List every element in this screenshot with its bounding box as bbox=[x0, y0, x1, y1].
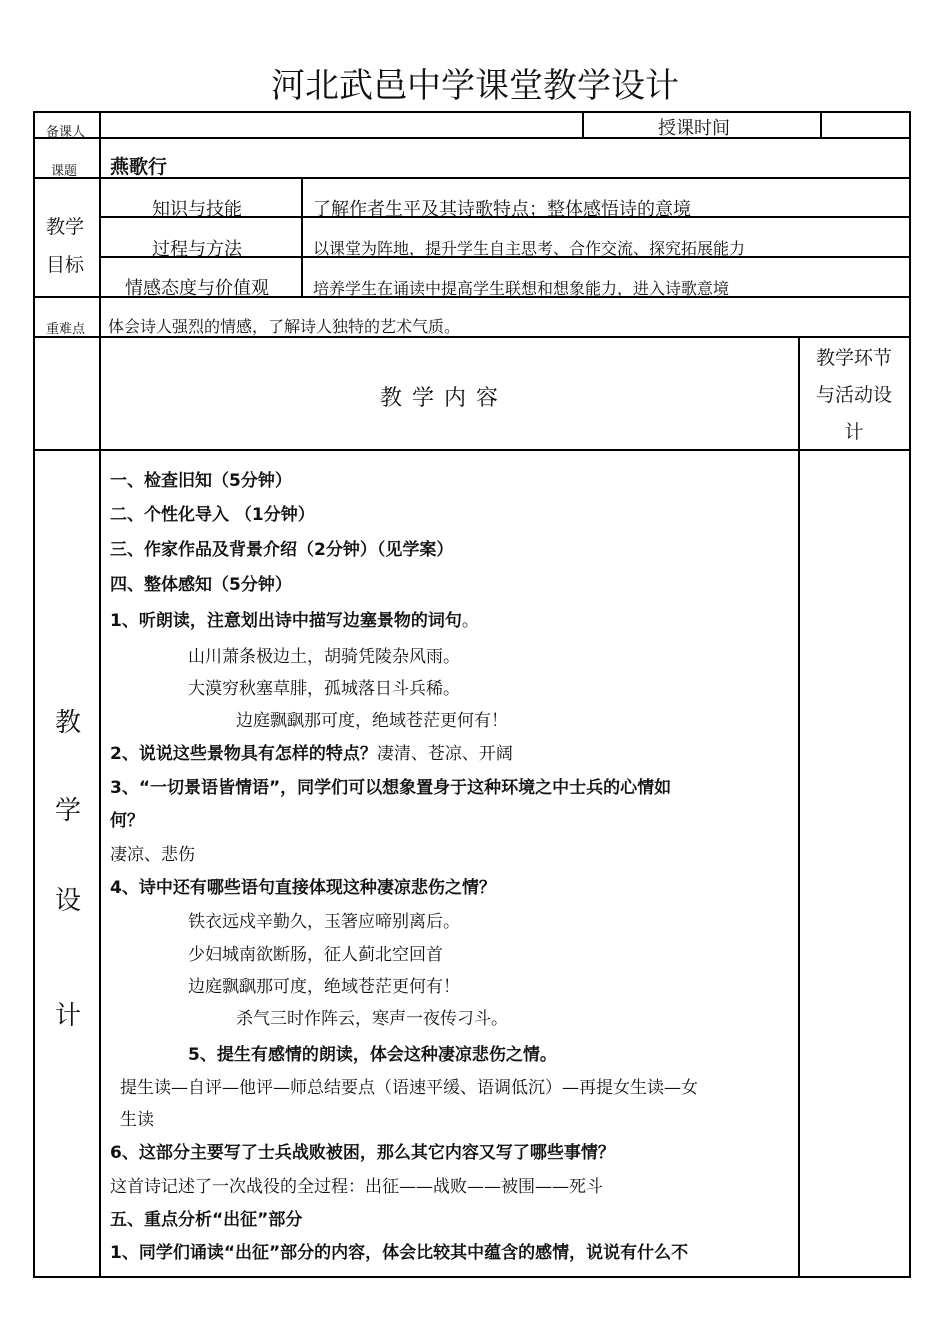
topic-label: 课题 bbox=[51, 164, 78, 179]
design-label-char: 设 bbox=[55, 886, 82, 916]
content-line: 6、这部分主要写了士兵战败被困，那么其它内容又写了哪些事情？ bbox=[110, 1143, 615, 1163]
content-line: 五、重点分析“出征”部分 bbox=[110, 1210, 303, 1230]
col-divider bbox=[301, 177, 303, 298]
content-line: 提生读—自评—他评—师总结要点（语速平缓、语调低沉）—再提女生读—女 bbox=[120, 1078, 698, 1098]
content-line: 1、听朗读，注意划出诗中描写边塞景物的词句。 bbox=[110, 611, 479, 631]
content-line: 四、整体感知（5分钟） bbox=[110, 575, 292, 595]
design-label-char: 教 bbox=[55, 708, 82, 738]
poem-line: 山川萧条极边土，胡骑凭陵杂风雨。 bbox=[188, 647, 460, 667]
objective-content: 培养学生在诵读中提高学生联想和想象能力，进入诗歌意境 bbox=[313, 279, 730, 298]
content-line: 凄凉、悲伤 bbox=[110, 845, 195, 865]
content-line: 生读 bbox=[120, 1110, 154, 1130]
objective-content: 了解作者生平及其诗歌特点；整体感悟诗的意境 bbox=[313, 199, 691, 220]
col-divider bbox=[582, 111, 584, 139]
table-border-top bbox=[33, 111, 911, 113]
topic-value: 燕歌行 bbox=[110, 156, 168, 178]
table-border-right bbox=[909, 111, 911, 1278]
content-line: 1、同学们诵读“出征”部分的内容，体会比较其中蕴含的感情，说说有什么不 bbox=[110, 1243, 689, 1263]
content-header: 教学内容 bbox=[380, 386, 509, 411]
objective-name: 知识与技能 bbox=[152, 199, 242, 220]
poem-line: 铁衣远戍辛勤久，玉箸应啼别离后。 bbox=[188, 912, 460, 932]
col-divider bbox=[820, 111, 822, 139]
table-border-left bbox=[33, 111, 35, 1278]
objective-name: 过程与方法 bbox=[152, 239, 242, 260]
objective-content: 以课堂为阵地，提升学生自主思考、合作交流、探究拓展能力 bbox=[313, 239, 746, 258]
row-divider bbox=[33, 137, 911, 139]
content-line: 3、“一切景语皆情语”，同学们可以想象置身于这种环境之中士兵的心情如 bbox=[110, 778, 672, 798]
objective-name: 情感态度与价值观 bbox=[125, 278, 269, 299]
row-divider bbox=[33, 449, 911, 451]
content-line: 5、提生有感情的朗读，体会这种凄凉悲伤之情。 bbox=[188, 1045, 557, 1065]
poem-line: 大漠穷秋塞草腓，孤城落日斗兵稀。 bbox=[188, 679, 460, 699]
content-line: 4、诗中还有哪些语句直接体现这种凄凉悲伤之情？ bbox=[110, 878, 496, 898]
preparer-label: 备课人 bbox=[46, 125, 86, 140]
poem-line: 边庭飘飖那可度，绝域苍茫更何有！ bbox=[188, 977, 460, 997]
poem-line: 边庭飘飖那可度，绝域苍茫更何有！ bbox=[236, 711, 508, 731]
poem-line: 杀气三时作阵云，寒声一夜传刁斗。 bbox=[236, 1009, 508, 1029]
col-divider bbox=[798, 336, 800, 1278]
objectives-label-1: 教学 bbox=[46, 216, 85, 238]
poem-line: 少妇城南欲断肠，征人蓟北空回首 bbox=[188, 945, 443, 965]
key-points-label: 重难点 bbox=[46, 322, 86, 337]
design-label-char: 学 bbox=[55, 796, 82, 826]
content-line: 二、个性化导入 （1分钟） bbox=[110, 505, 315, 525]
content-line: 何？ bbox=[110, 811, 144, 831]
time-label: 授课时间 bbox=[658, 118, 730, 139]
design-label-char: 计 bbox=[55, 1001, 82, 1031]
activity-header: 教学环节 与活动设 计 bbox=[815, 347, 892, 443]
content-line: 三、作家作品及背景介绍（2分钟）（见学案） bbox=[110, 540, 454, 560]
table-border-bottom bbox=[33, 1276, 911, 1278]
page-title: 河北武邑中学课堂教学设计 bbox=[271, 66, 679, 106]
key-points-content: 体会诗人强烈的情感，了解诗人独特的艺术气质。 bbox=[108, 317, 461, 336]
objectives-label-2: 目标 bbox=[46, 254, 85, 276]
content-line: 这首诗记述了一次战役的全过程：出征——战败——被围——死斗 bbox=[110, 1177, 603, 1197]
content-line: 一、检查旧知（5分钟） bbox=[110, 471, 292, 491]
content-line: 2、说说这些景物具有怎样的特点？凄清、苍凉、开阔 bbox=[110, 744, 513, 764]
col-divider bbox=[99, 111, 101, 1278]
